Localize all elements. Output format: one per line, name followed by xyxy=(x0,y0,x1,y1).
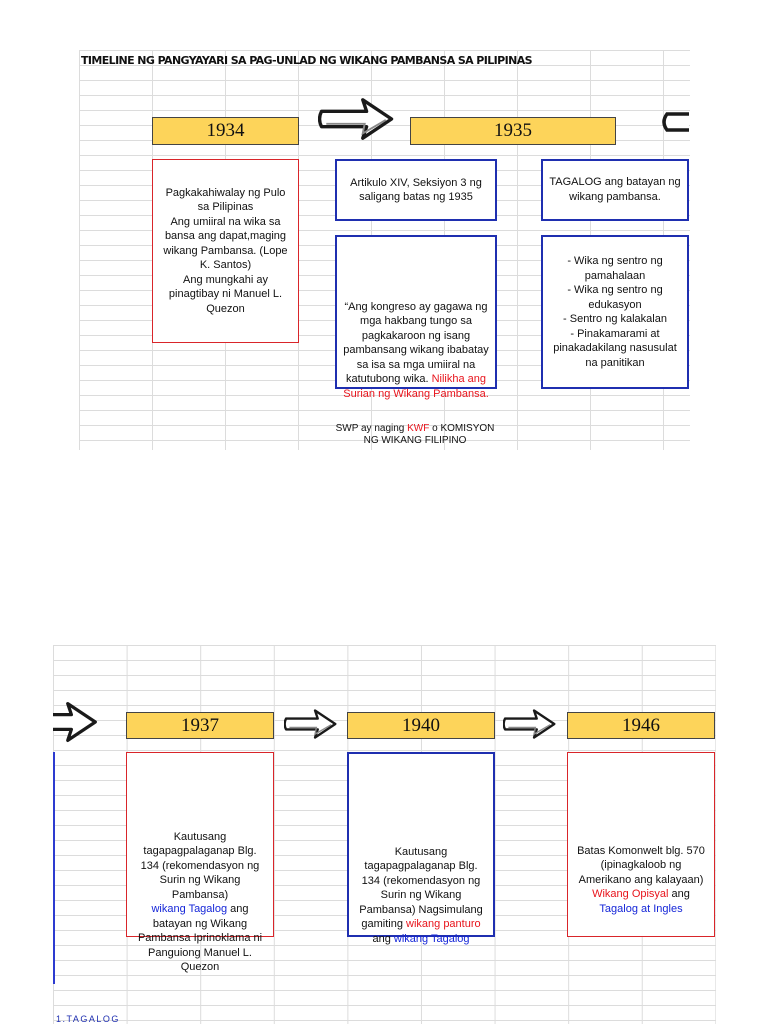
right-arrow-icon xyxy=(53,698,99,746)
right-arrow-icon xyxy=(503,704,557,744)
event-1937-box: Kautusang tagapagpalaganap Blg. 134 (rekomendasyon ng Surin ng Wikang Pambansa) wikang Tagalog ang batayan ng Wikang Pambansa Iprinoklama ni Panguiong Manuel L. Quezon xyxy=(126,752,274,937)
event-1940-box: Kautusang tagapagpalaganap Blg. 134 (rekomendasyon ng Surin ng Wikang Pambansa) Nagsimulang gamiting wikang panturo ang wikang Tagalog xyxy=(347,752,495,937)
year-1946-label: 1946 xyxy=(567,712,715,739)
year-1940-label: 1940 xyxy=(347,712,495,739)
year-1937-label: 1937 xyxy=(126,712,274,739)
tagalog-reasons-box: - Wika ng sentro ng pamahalaan - Wika ng sentro ng edukasyon - Sentro ng kalakalan - Pinakamarami at pinakadakilang nasusulat na panitikan xyxy=(541,235,689,389)
tagalog-basis-box: TAGALOG ang batayan ng wikang pambansa. xyxy=(541,159,689,221)
right-arrow-icon xyxy=(284,704,338,744)
congress-text: “Ang kongreso ay gagawa ng mga hakbang tungo sa pagkakaroon ng isang pambansang wikang ibabatay sa isa sa mga umiiral na katutubong wika. xyxy=(343,300,489,385)
event-1946-box: Batas Komonwelt blg. 570 (ipinagkaloob ng Amerikano ang kalayaan) Wikang Opisyal ang Tagalog at Ingles xyxy=(567,752,715,937)
right-arrow-icon xyxy=(658,104,690,140)
right-arrow-icon xyxy=(318,95,396,143)
event-1935-congress-box xyxy=(335,235,497,400)
event-1934-box: Pagkakahiwalay ng Pulo sa Pilipinas Ang umiiral na wika sa bansa ang dapat,maging wikang Pambansa. (Lope K. Santos) Ang mungkahi ay pinagtibay ni Manuel L. Quezon xyxy=(152,159,299,343)
kwf-note: SWP ay naging KWF o KOMISYON NG WIKANG FILIPINO xyxy=(335,423,495,446)
event-1935-article-box: Artikulo XIV, Seksiyon 3 ng saligang batas ng 1935 xyxy=(335,159,497,221)
page-title: TIMELINE NG PANGYAYARI SA PAG-UNLAD NG WIKANG PAMBANSA SA PILIPINAS xyxy=(81,54,532,67)
year-1935-label: 1935 xyxy=(410,117,616,145)
footer-list-item: 1.TAGALOG xyxy=(56,1014,120,1024)
year-1934-label: 1934 xyxy=(152,117,299,145)
surian-created-text: Nilikha ang Surian ng Wikang Pambansa. xyxy=(343,373,489,400)
border-line xyxy=(53,752,55,984)
